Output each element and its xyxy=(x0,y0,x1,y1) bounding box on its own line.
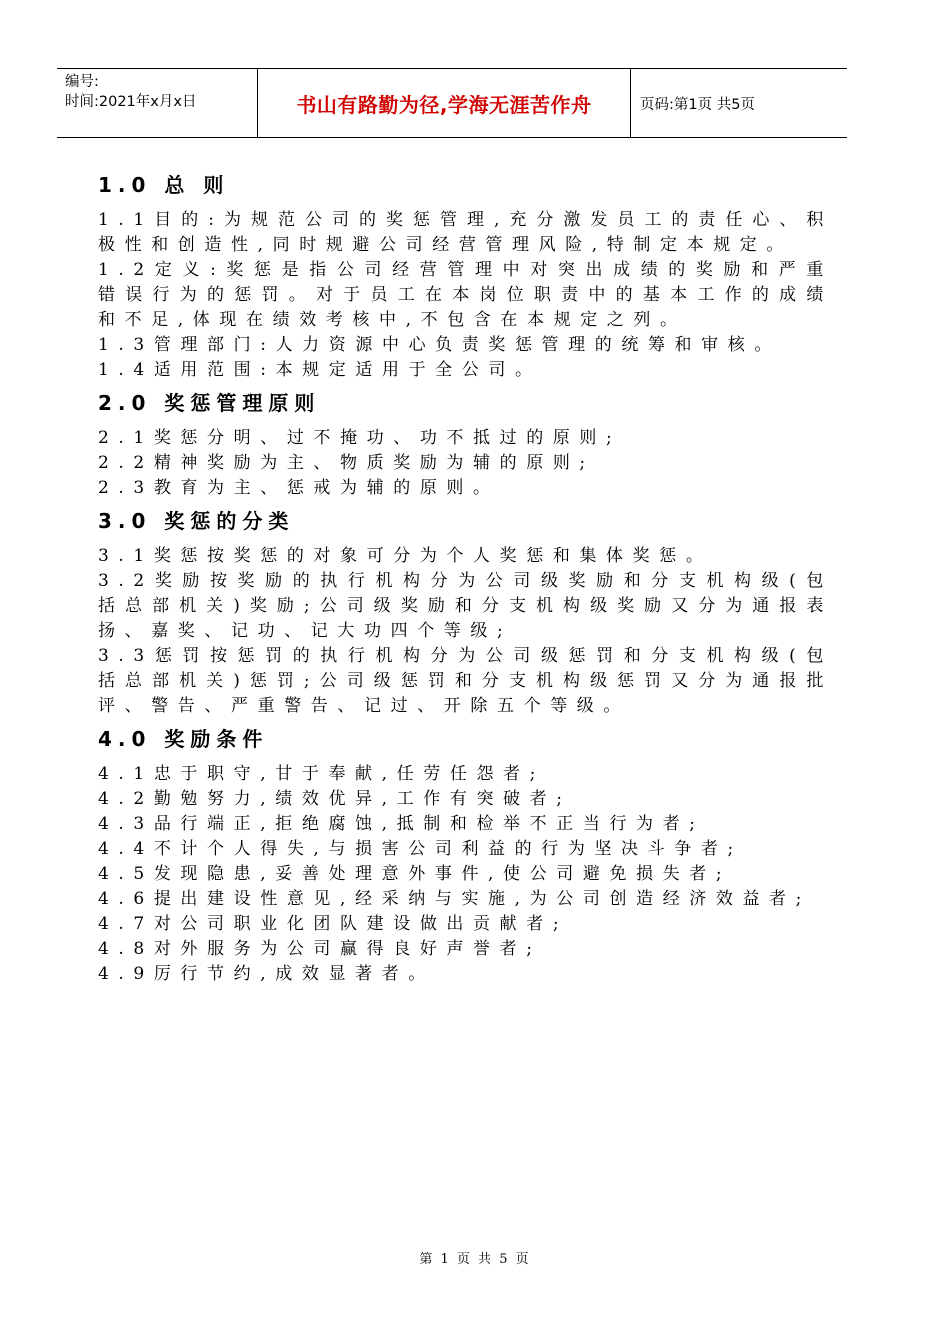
paragraph: 2.1奖惩分明、过不掩功、功不抵过的原则; xyxy=(98,428,622,448)
header-meta xyxy=(57,69,258,137)
document-number-label: 编号: xyxy=(65,74,99,90)
paragraph: 3.3惩罚按惩罚的执行机构分为公司级惩罚和分支机构级(包括总部机关)惩罚;公司级惩罚和分支机构级惩罚又分为通报批评、警告、严重警告、记过、开除五个等级。 xyxy=(98,646,833,716)
paragraph: 2.3教育为主、惩戒为辅的原则。 xyxy=(98,478,500,498)
paragraph: 1.2定义:奖惩是指公司经营管理中对突出成绩的奖励和严重错误行为的惩罚。对于员工在本岗位职责中的基本工作的成绩和不足,体现在绩效考核中,不包含在本规定之列。 xyxy=(98,260,833,330)
paragraph: 4.5发现隐患,妥善处理意外事件,使公司避免损失者; xyxy=(98,864,732,884)
paragraph: 1.4适用范围:本规定适用于全公司。 xyxy=(98,360,542,380)
header-page-code: 页码:第1页 共5页 xyxy=(640,96,755,113)
paragraph: 4.2勤勉努力,绩效优异,工作有突破者; xyxy=(98,789,572,809)
paragraph: 3.2奖励按奖励的执行机构分为公司级奖励和分支机构级(包括总部机关)奖励;公司级奖励和分支机构级奖励又分为通报表扬、嘉奖、记功、记大功四个等级; xyxy=(98,571,833,641)
section-title: 3.0 奖惩的分类 xyxy=(98,509,295,533)
paragraph: 4.1忠于职守,甘于奉献,任劳任怨者; xyxy=(98,764,545,784)
paragraph: 2.2精神奖励为主、物质奖励为辅的原则; xyxy=(98,453,595,473)
section-title: 1.0 总 则 xyxy=(98,173,230,197)
section-title: 2.0 奖惩管理原则 xyxy=(98,391,321,415)
paragraph: 4.9厉行节约,成效显著者。 xyxy=(98,964,435,984)
paragraph: 4.7对公司职业化团队建设做出贡献者; xyxy=(98,914,569,934)
page-footer: 第 1 页 共 5 页 xyxy=(419,1252,531,1267)
section-title: 4.0 奖励条件 xyxy=(98,727,269,751)
document-body xyxy=(98,168,833,987)
paragraph: 3.1奖惩按奖惩的对象可分为个人奖惩和集体奖惩。 xyxy=(98,546,713,566)
paragraph: 1.3管理部门:人力资源中心负责奖惩管理的统筹和审核。 xyxy=(98,335,781,355)
paragraph: 4.8对外服务为公司赢得良好声誉者; xyxy=(98,939,542,959)
paragraph: 4.6提出建设性意见,经采纳与实施,为公司创造经济效益者; xyxy=(98,889,811,909)
document-time-label: 时间:2021年x月x日 xyxy=(65,94,197,110)
paragraph: 4.4不计个人得失,与损害公司利益的行为坚决斗争者; xyxy=(98,839,743,859)
paragraph: 1.1目的:为规范公司的奖惩管理,充分激发员工的责任心、积极性和创造性,同时规避公司经营管理风险,特制定本规定。 xyxy=(98,210,833,255)
header-motto: 书山有路勤为径,学海无涯苦作舟 xyxy=(258,69,631,137)
paragraph: 4.3品行端正,拒绝腐蚀,抵制和检举不正当行为者; xyxy=(98,814,705,834)
page-header xyxy=(57,68,847,138)
